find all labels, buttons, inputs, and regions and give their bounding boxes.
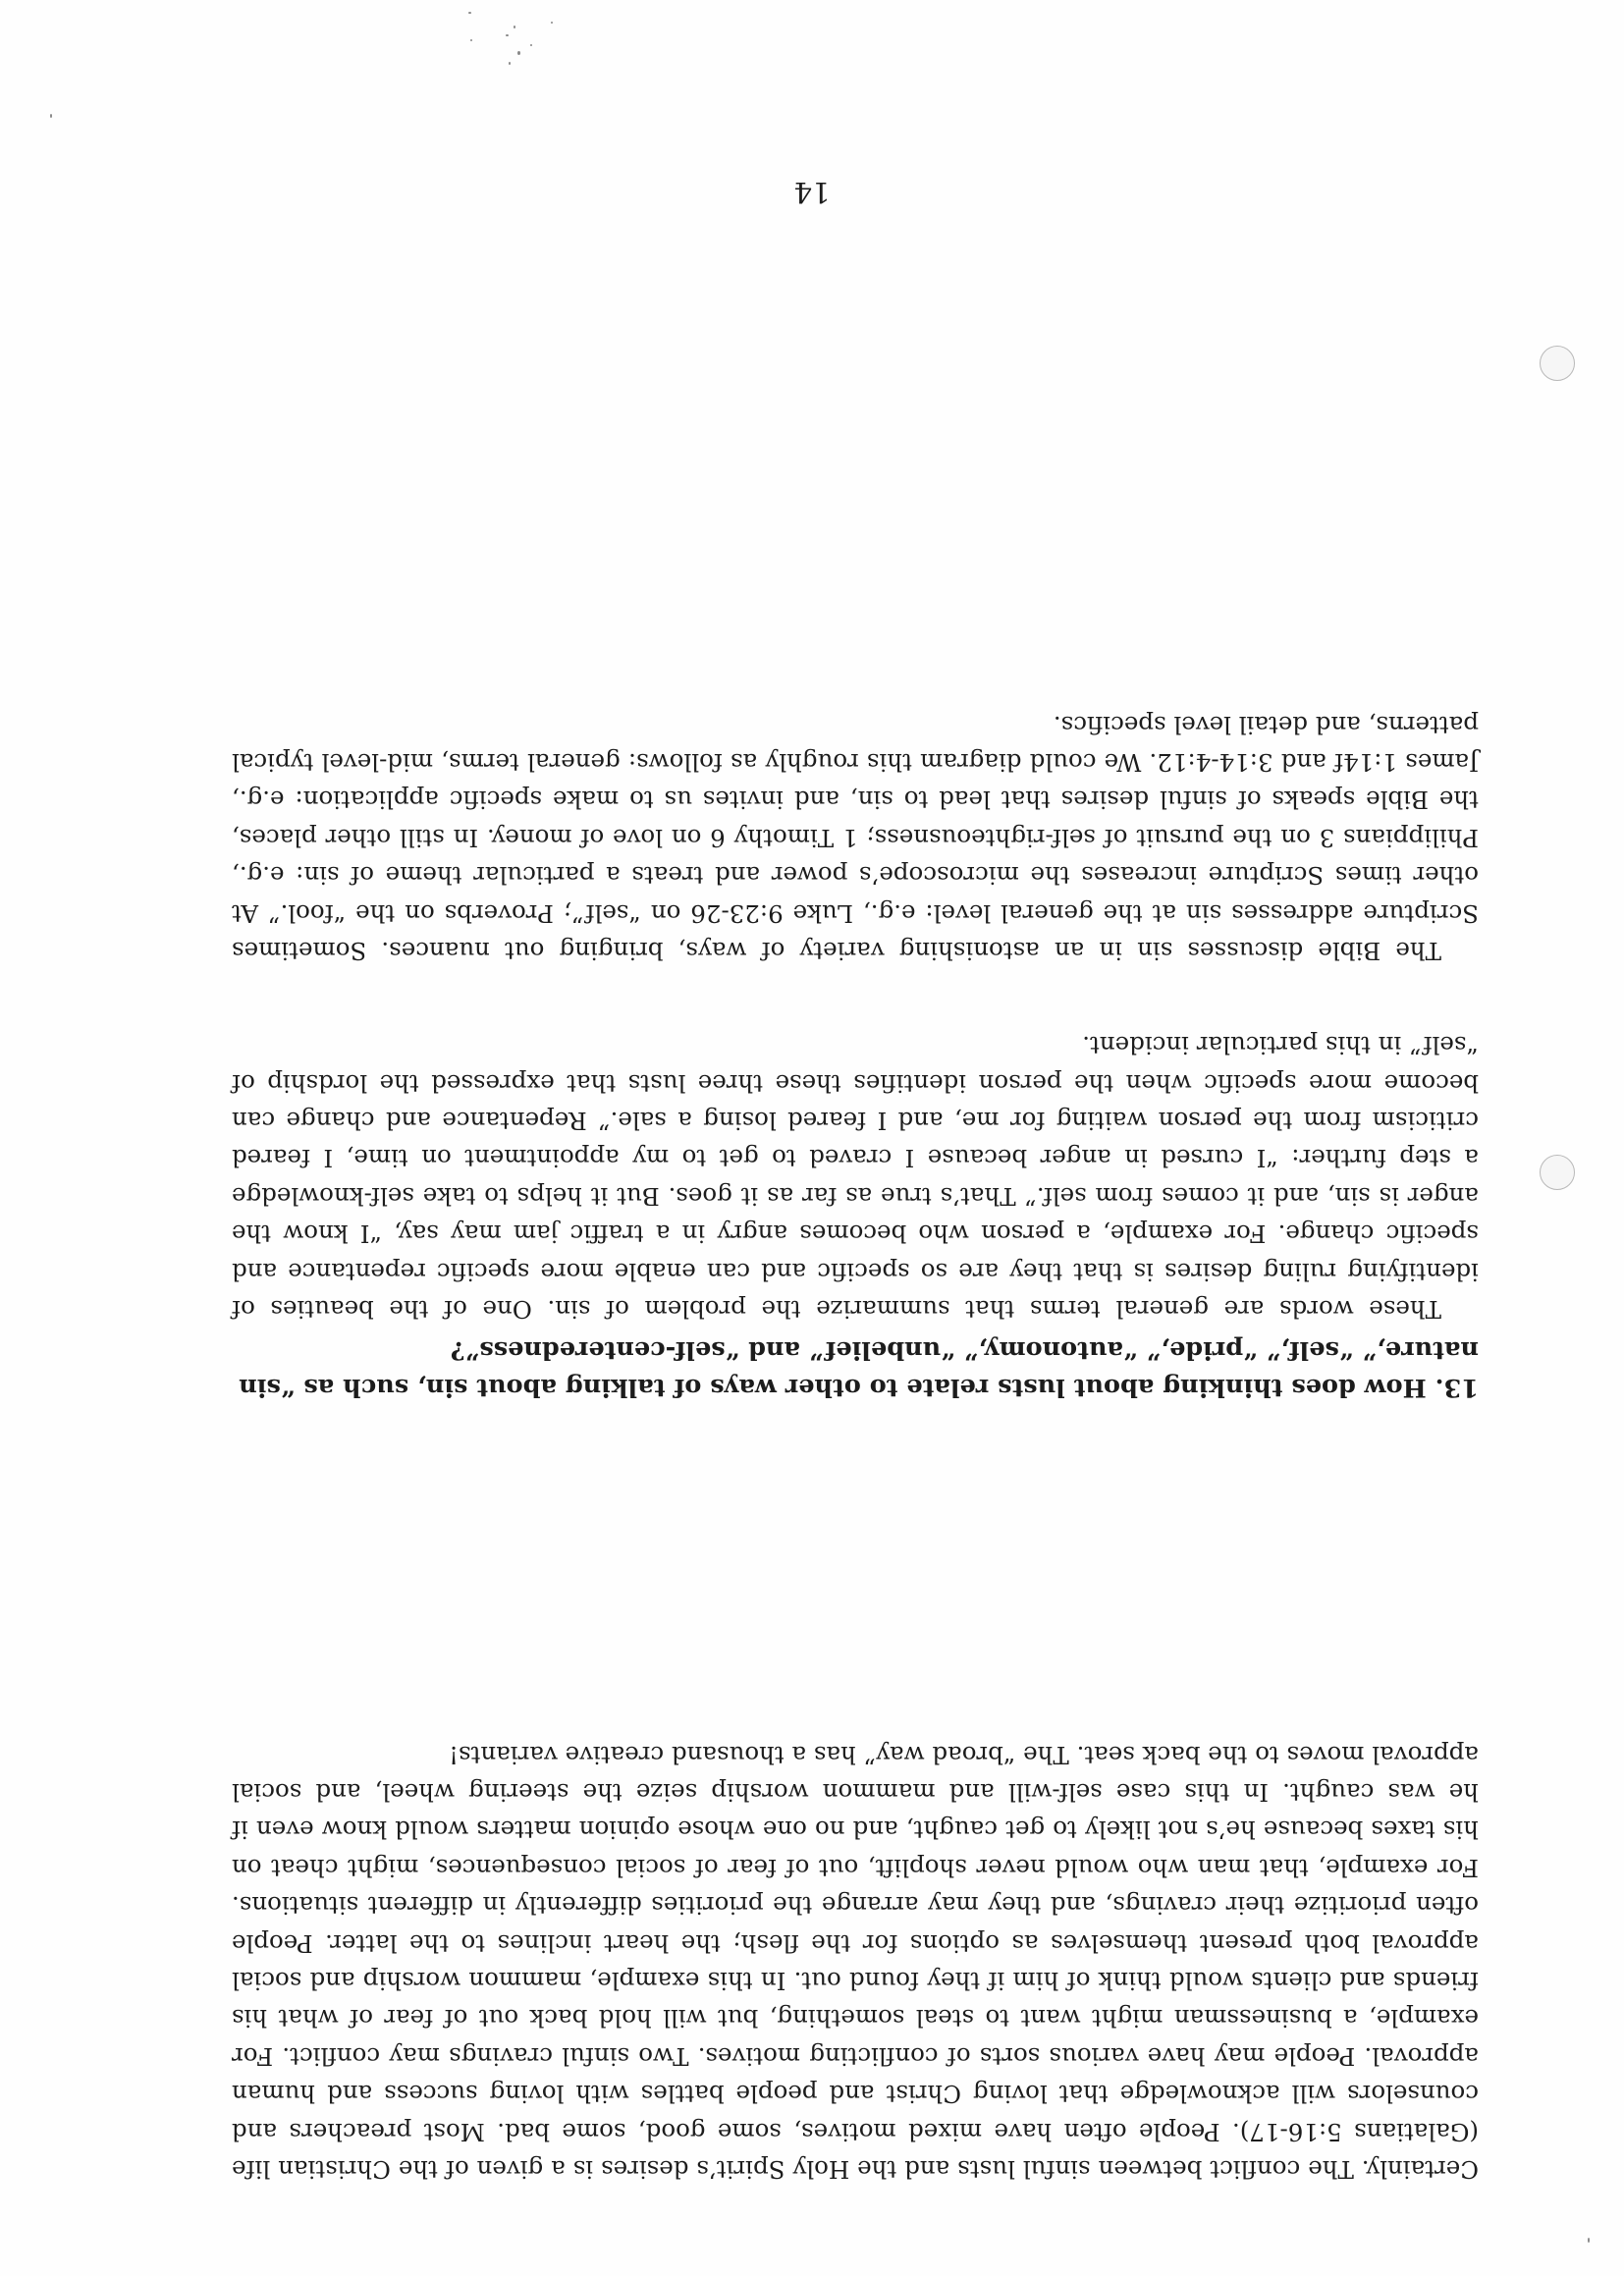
paragraph-bible-discusses-sin	[232, 705, 1479, 969]
scan-speck	[530, 44, 532, 46]
scan-speck	[514, 26, 515, 28]
scan-speck	[1588, 2238, 1590, 2243]
binder-punch-hole-middle	[1540, 1155, 1575, 1190]
scan-speck	[468, 12, 471, 14]
binder-punch-hole-upper	[1540, 346, 1575, 381]
scan-speck	[551, 22, 553, 24]
paragraph-general-terms	[232, 1026, 1479, 1328]
scan-speck	[50, 114, 52, 118]
scan-speck	[509, 62, 511, 65]
scan-speck	[470, 39, 472, 41]
paragraph-text: These words are general terms that summarize the problem of sin. One of the beauties of identifying ruling desires is that they are so specific and can enable more specific repentance and specific change. For example, a person who becomes angry in a traffic jam may say, “I know the anger is sin, and it comes from self.” That’s true as far as it goes. But it helps to take self-knowledge a step further: “I cursed in anger because I craved to get to my appointment on time, I feared criticism from the person waiting for me, and I feared losing a sale.” Repentance and change can become more specific when the person identifies these three lusts that expressed the lordship of “self” in this particular incident.	[232, 1031, 1479, 1324]
paragraph-text: The Bible discusses sin in an astonishing variety of ways, bringing out nuances. Sometimes Scripture addresses sin at the general level: e.g., Luke 9:23-26 on “self”; Proverbs on the “fool.” At other times Scripture increases the microscope’s power and treats a particular theme of sin: e.g., Philippians 3 on the pursuit of self-righteousness; 1 Timothy 6 on love of money. In still other places, the Bible speaks of sinful desires that lead to sin, and invites us to make specific application: e.g., James 1:14f and 3:14-4:12. We could diagram this roughly as follows: general terms, mid-level typical patterns, and detail level specifics.	[232, 710, 1479, 965]
question-heading	[232, 1330, 1479, 1406]
paragraph-text: Certainly. The conflict between sinful lusts and the Holy Spirit’s desires is a given of the Christian life (Galatians 5:16-17). People often have mixed motives, some good, some bad. Most preachers and counselors will acknowledge that loving Christ and people battles with loving success and human approval. People may have various sorts of conflicting motives. Two sinful cravings may conflict. For example, a businessman might want to steal something, but will hold back out of fear of what his friends and clients would think of him if they found out. In this example, mammon worship and social approval both present themselves as options for the flesh; the heart inclines to the latter. People often prioritize their cravings, and they may arrange the priorities differently in different situations. For example, that man who would never shoplift, out of fear of social consequences, might cheat on his taxes because he’s not likely to get caught, and no one whose opinion matters would know even if he was caught. In this case self-will and mammon worship seize the steering wheel, and social approval moves to the back seat. The “broad way” has a thousand creative variants!	[232, 1740, 1479, 2184]
scan-speck	[517, 51, 520, 55]
page-number: 14	[793, 176, 831, 209]
scan-speck	[506, 34, 509, 36]
question-text: 13. How does thinking about lusts relate to other ways of talking about sin, such as “sin nature,” “self,” “pride,” “autonomy,” “unbelief” and “self-centeredness”?	[239, 1334, 1479, 1402]
paragraph-conflicting-motives	[232, 1735, 1479, 2188]
